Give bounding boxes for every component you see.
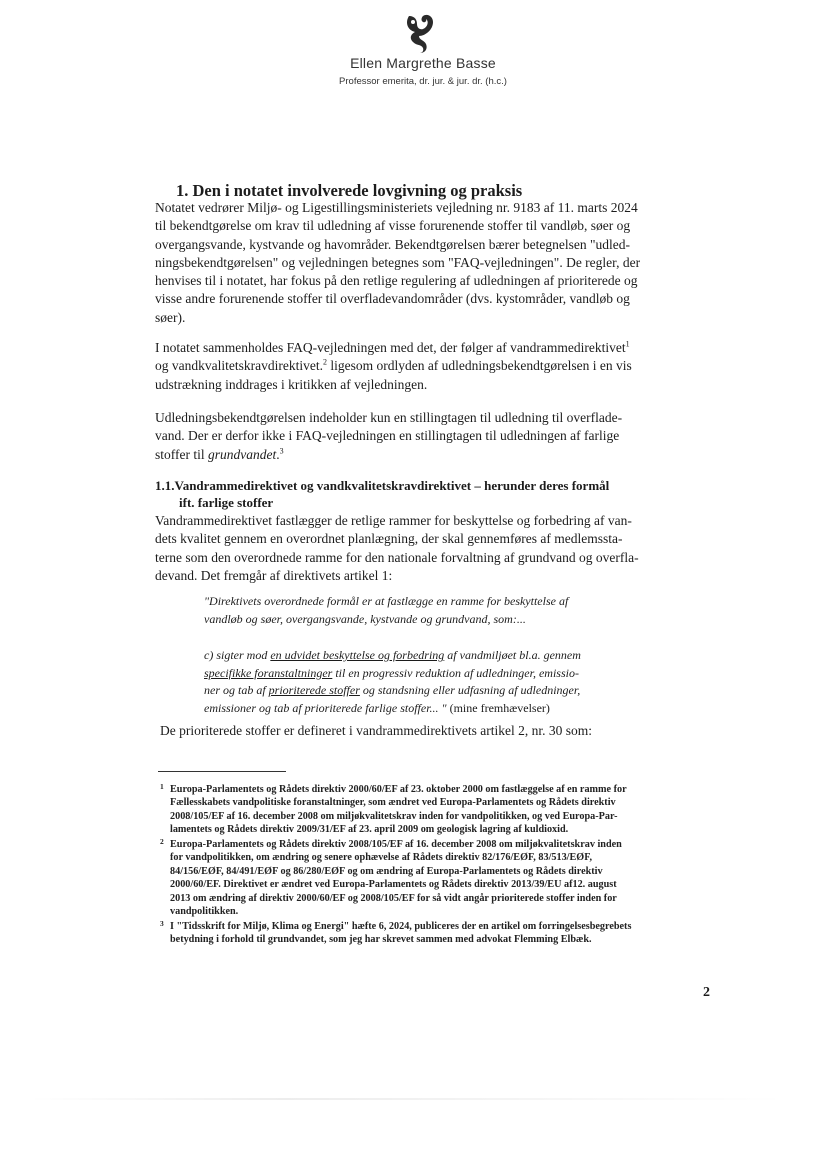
heading-line: ift. farlige stoffer: [179, 495, 274, 510]
paragraph-line: søer).: [155, 309, 186, 325]
paragraph-line: til bekendtgørelse om krav til udledning af visse forurenende stoffer til vandløb, søer og: [155, 218, 631, 234]
quote-text: af vandmiljøet bl.a. gennem: [444, 648, 581, 662]
paragraph-line: devand. Det fremgår af direktivets artikel 1:: [155, 567, 393, 583]
footnote-line: for vandpolitikken, om ændring og senere ophævelse af Rådets direktiv 82/176/EØF, 83/513/EØF,: [170, 852, 593, 864]
footnote-line: [160, 835, 720, 851]
paragraph-line: [155, 357, 715, 375]
quote-line: [204, 665, 684, 683]
footnote-text: Europa-Parlamentets og Rådets direktiv 2000/60/EF af 23. oktober 2000 om fastlæggelse af en ramme for: [170, 784, 627, 795]
emphasis-text: grundvandet: [208, 446, 277, 462]
page-number: 2: [703, 985, 710, 1000]
quote-note: (mine fremhævelser): [446, 700, 550, 715]
footnote-3: [160, 917, 720, 947]
author-name: Ellen Margrethe Basse: [350, 55, 496, 71]
quote-line: [204, 647, 684, 665]
paragraph-1: [155, 199, 715, 327]
paragraph-line: henvises til i notatet, har fokus på den retlige regulering af udledningen af prioriterede og: [155, 273, 638, 289]
heading-line: 1.1.Vandrammedirektivet og vandkvalitetskravdirektivet – herunder deres formål: [155, 478, 610, 493]
paragraph-line: vand. Der er derfor ikke i FAQ-vejledningen en stillingtagen til udledningen af farlige: [155, 428, 620, 444]
quote-line: vandløb og søer, overgangsvande, kystvande og grundvand, som:...: [204, 611, 526, 626]
quote-text: ner og tab af: [204, 683, 269, 697]
quote-line: [204, 700, 684, 718]
footnote-text: Europa-Parlamentets og Rådets direktiv 2008/105/EF af 16. december 2008 om miljøkvalitetskrav inden: [170, 839, 622, 850]
author-title: Professor emerita, dr. jur. & jur. dr. (h.c.): [339, 76, 507, 87]
footnote-text: I "Tidsskrift for Miljø, Klima og Energi" hæfte 6, 2024, publiceres der en artikel om forringelsesbegrebets: [170, 921, 632, 932]
footnote-line: Fællesskabets vandpolitiske foranstaltninger, som ændret ved Europa-Parlamentets og Rådets direktiv: [170, 797, 616, 809]
scan-artifact: [28, 1098, 788, 1100]
paragraph-5: [160, 722, 720, 740]
paragraph-line: overgangsvande, kystvande og havområder. Bekendtgørelsen bærer betegnelsen "udled-: [155, 236, 630, 252]
section-heading-1: 1. Den i notatet involverede lovgivning og praksis: [176, 181, 523, 200]
paragraph-text: I notatet sammenholdes FAQ-vejledningen med det, der følger af vandrammedirektivet: [155, 340, 626, 355]
footnote-line: lamentets og Rådets direktiv 2009/31/EF af 23. april 2009 om geologisk lagring af kuldioxid.: [170, 824, 569, 836]
paragraph-line: udstrækning inddrages i kritikken af vejledningen.: [155, 376, 428, 392]
section-heading-1-1: [155, 477, 609, 511]
paragraph-3: [155, 409, 715, 464]
paragraph-line: [155, 339, 715, 357]
quote-line: [204, 682, 684, 700]
footnote-line: 84/156/EØF, 84/491/EØF og 86/280/EØF og om ændring af Europa-Parlamentets og Rådets direktiv: [170, 865, 603, 877]
footnote-line: vandpolitikken.: [170, 906, 239, 918]
underlined-text: specifikke foranstaltninger: [204, 665, 333, 680]
footnote-line: [160, 917, 720, 933]
underlined-text: prioriterede stoffer: [268, 683, 360, 697]
footnote-ref: 3: [279, 446, 284, 456]
paragraph-line: dets kvalitet gennem en overordnet planlægning, der skal gennemføres af medlemssta-: [155, 531, 623, 547]
paragraph-text: .: [276, 446, 280, 462]
paragraph-line: Notatet vedrører Miljø- og Ligestillingsministeriets vejledning nr. 9183 af 11. marts 2024: [155, 200, 638, 215]
paragraph-text: stoffer til: [155, 446, 208, 462]
underlined-text: en udvidet beskyttelse og forbedring: [270, 648, 445, 662]
paragraph-4: [155, 512, 715, 585]
quote-text: og standsning eller udfasning af udledninger,: [359, 683, 581, 697]
paragraph-line: terne som den overordnede ramme for den nationale forvaltning af grundvand og overfla-: [155, 549, 639, 565]
footnote-line: betydning i forhold til grundvandet, som jeg har skrevet sammen med advokat Flemming Elbæk.: [170, 934, 592, 946]
quote-block-1: [204, 593, 684, 628]
quote-text: c) sigter mod: [204, 648, 271, 662]
footnote-1: [160, 780, 720, 837]
paragraph-line: Vandrammedirektivet fastlægger de retlige rammer for beskyttelse og forbedring af van-: [155, 513, 632, 528]
quote-block-2: [204, 647, 684, 717]
stylized-monogram-logo-icon: [403, 12, 437, 54]
paragraph-line: [155, 446, 715, 464]
footnote-line: 2013 om ændring af direktiv 2000/60/EF og 2008/105/EF for så vidt angår prioriterede stoffer inden for: [170, 892, 617, 904]
footnote-mark: 3: [160, 919, 164, 928]
footnote-2: [160, 835, 720, 918]
footnote-ref: 1: [625, 339, 630, 349]
footnote-line: 2008/105/EF af 16. december 2008 om miljøkvalitetskrav inden for vandpolitikken, og ved Europa-Par-: [170, 810, 618, 822]
paragraph-2: [155, 339, 715, 394]
footnote-line: [160, 780, 720, 796]
footnote-ref: 2: [322, 357, 327, 367]
footnote-mark: 1: [160, 782, 164, 791]
paragraph-line: visse andre forurenende stoffer til overfladevandområder (dvs. kystområder, vandløb og: [155, 291, 630, 307]
paragraph-text: ligesom ordlyden af udledningsbekendtgørelsen i en vis: [326, 358, 632, 374]
quote-line: "Direktivets overordnede formål er at fastlægge en ramme for beskyttelse af: [204, 594, 569, 608]
paragraph-line: Udledningsbekendtgørelsen indeholder kun en stillingtagen til udledning til overflade-: [155, 410, 623, 425]
paragraph-text: og vandkvalitetskravdirektivet.: [155, 358, 323, 374]
footnote-line: 2000/60/EF. Direktivet er ændret ved Europa-Parlamentets og Rådets direktiv 2013/39/EU af12. august: [170, 879, 617, 891]
footnote-divider: [158, 771, 286, 772]
quote-text: til en progressiv reduktion af udledninger, emissio-: [332, 665, 579, 680]
footnote-mark: 2: [160, 837, 164, 846]
paragraph-line: De prioriterede stoffer er defineret i vandrammedirektivets artikel 2, nr. 30 som:: [160, 723, 592, 738]
paragraph-line: ningsbekendtgørelsen" og vejledningen betegnes som "FAQ-vejledningen". De regler, der: [155, 254, 641, 270]
quote-text: emissioner og tab af prioriterede farlige stoffer... ": [204, 700, 447, 715]
